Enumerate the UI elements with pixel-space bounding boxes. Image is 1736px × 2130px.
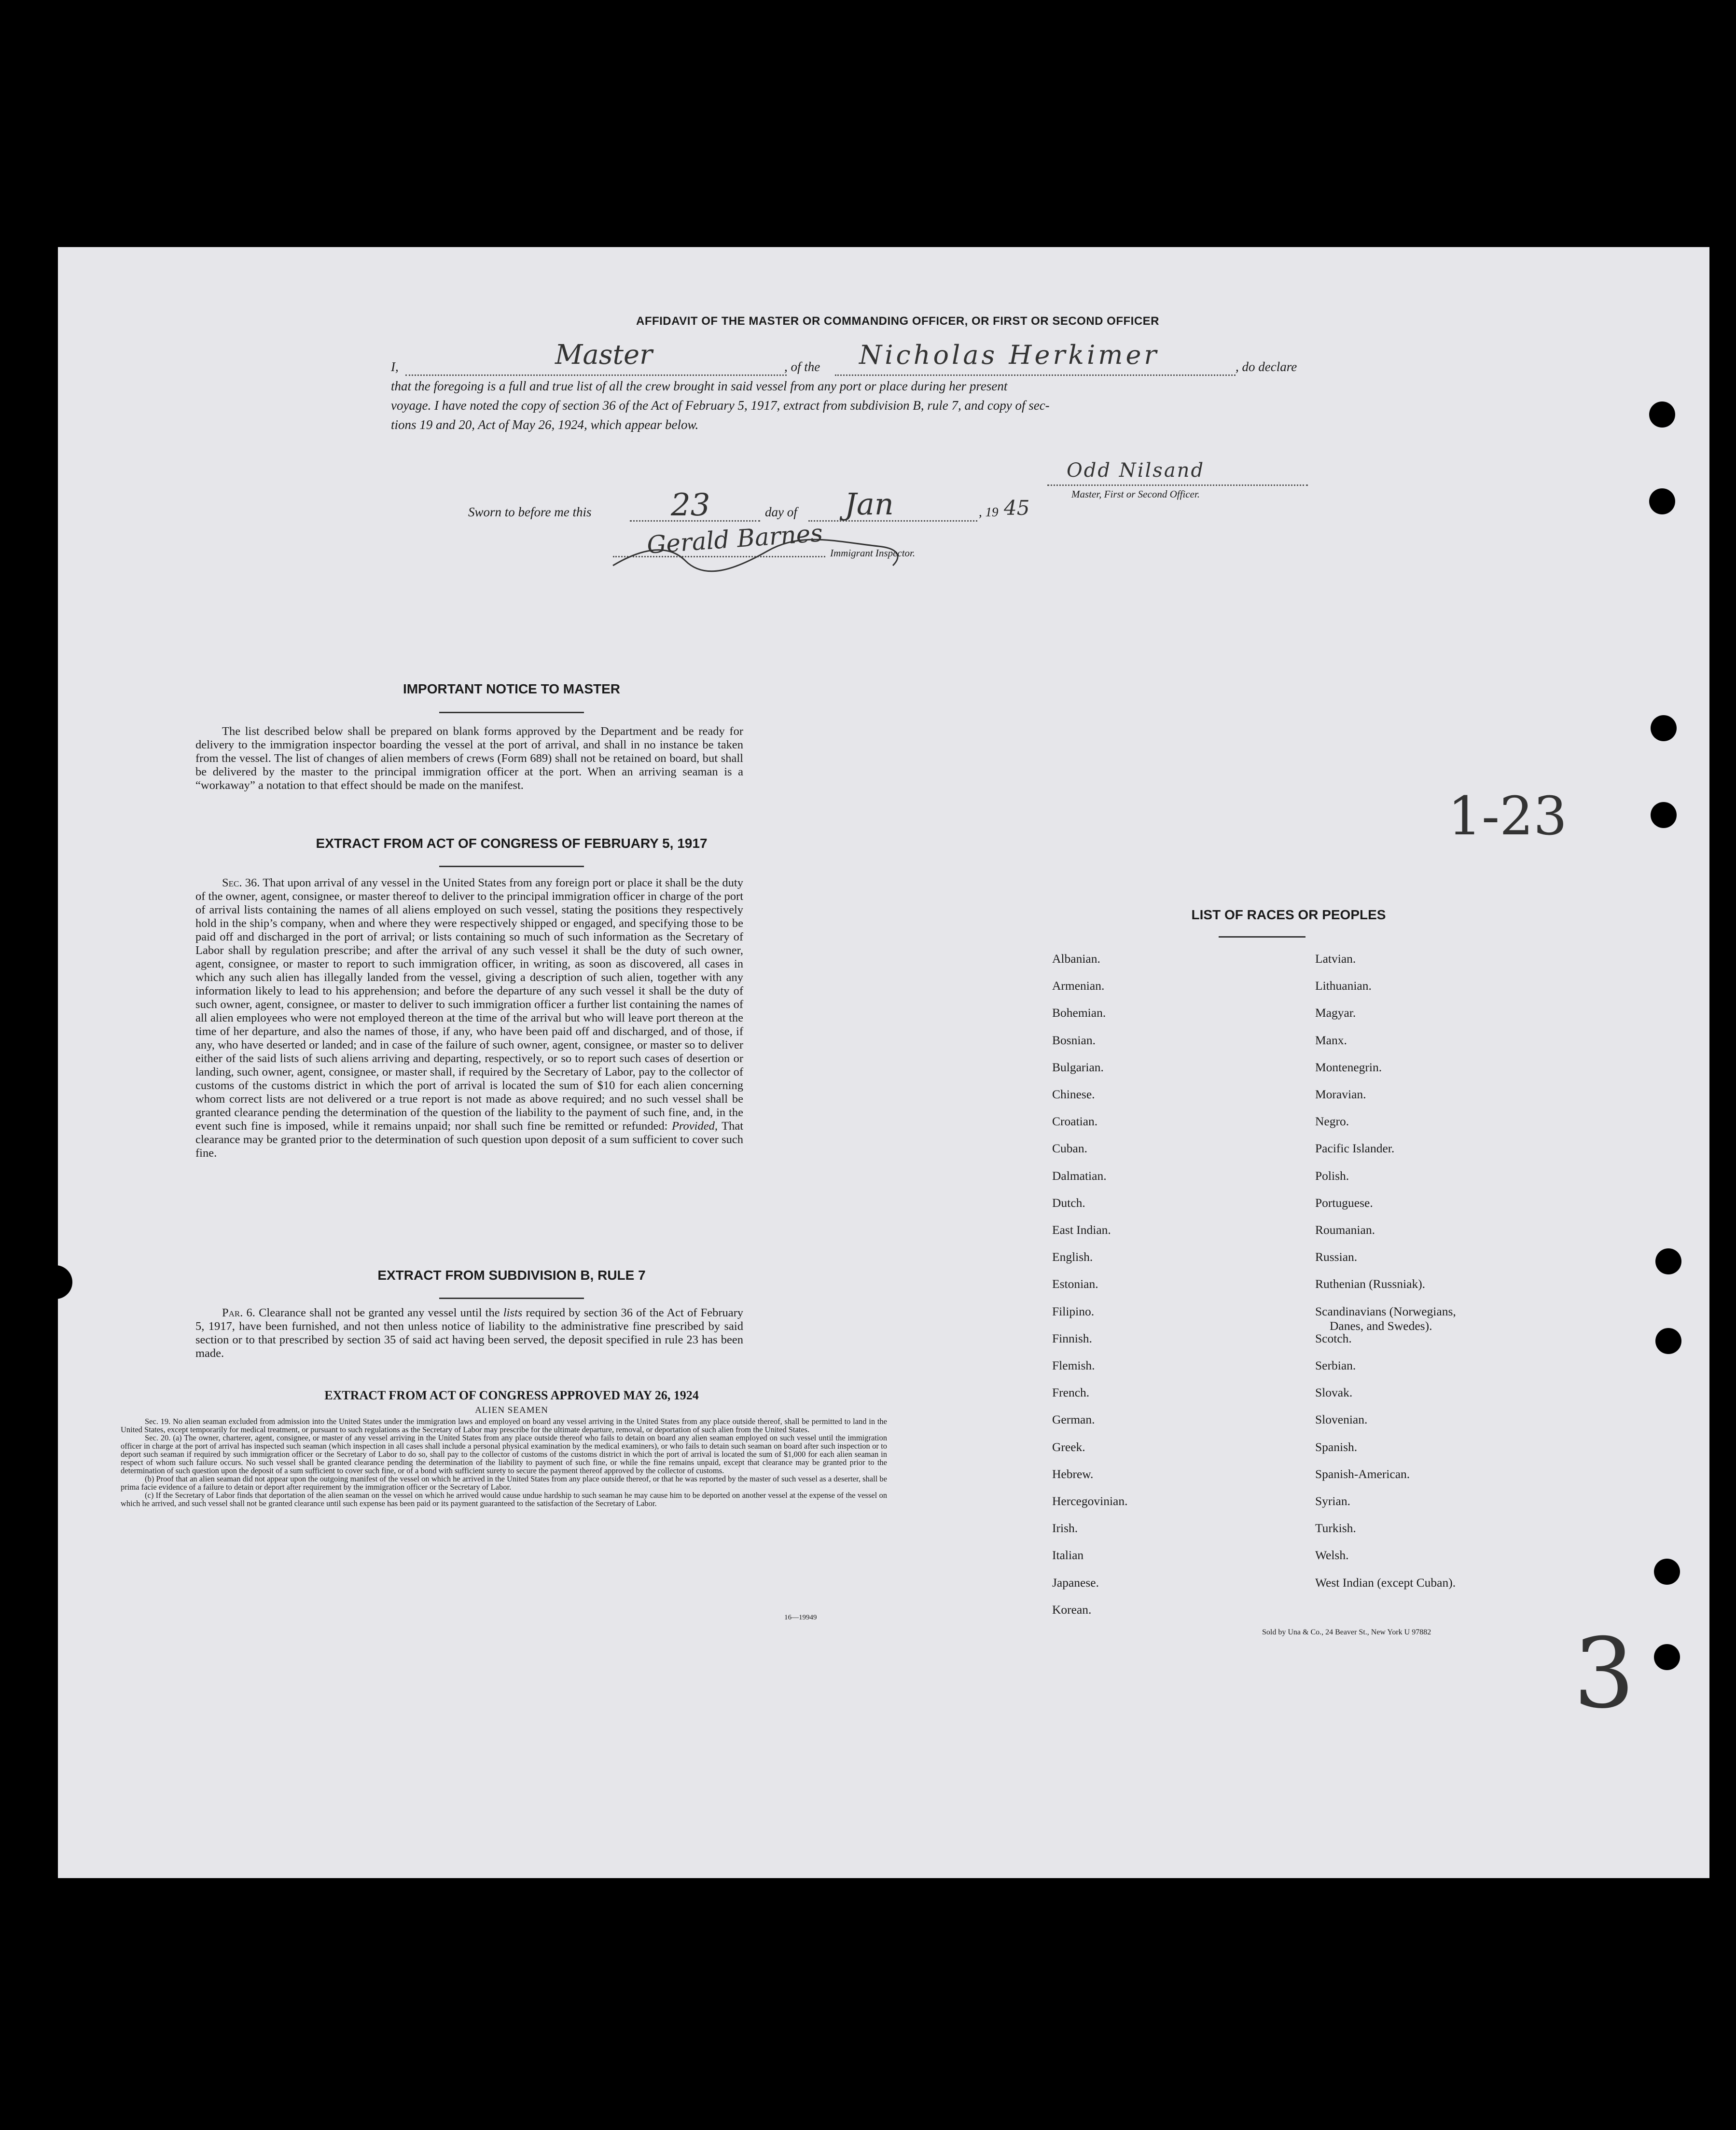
rule7-title-rule bbox=[439, 1298, 584, 1299]
vessel-name-handwriting: Nicholas Herkimer bbox=[859, 340, 1160, 370]
race-item: Chinese. bbox=[1052, 1087, 1095, 1101]
race-item: Estonian. bbox=[1052, 1277, 1098, 1291]
master-line bbox=[405, 374, 787, 376]
race-item: Greek. bbox=[1052, 1439, 1085, 1454]
race-item: Albanian. bbox=[1052, 952, 1100, 966]
race-item: Negro. bbox=[1315, 1114, 1349, 1129]
race-item: Hebrew. bbox=[1052, 1466, 1094, 1481]
punch-hole bbox=[1651, 802, 1677, 828]
race-item: Russian. bbox=[1315, 1250, 1358, 1264]
race-item: Flemish. bbox=[1052, 1358, 1095, 1372]
race-item: Croatian. bbox=[1052, 1114, 1098, 1129]
of-the-label: , of the bbox=[784, 360, 820, 374]
race-item: Roumanian. bbox=[1315, 1223, 1375, 1237]
affidavit-text-line: voyage. I have noted the copy of section 36 of the Act of February 5, 1917, extract from subdivision B, rule 7, and copy of sec- bbox=[391, 398, 1050, 413]
edge-notch bbox=[53, 1265, 72, 1299]
race-item: East Indian. bbox=[1052, 1223, 1111, 1237]
inspector-signature: Gerald Barnes bbox=[646, 519, 824, 559]
punch-hole bbox=[1655, 1328, 1681, 1354]
race-item: Slovenian. bbox=[1315, 1412, 1368, 1427]
rule7-text-a: Clearance shall not be granted any vessel until the bbox=[259, 1306, 500, 1319]
rule7-title: EXTRACT FROM SUBDIVISION B, RULE 7 bbox=[377, 1268, 646, 1283]
race-item: Hercegovinian. bbox=[1052, 1494, 1128, 1508]
race-item: Filipino. bbox=[1052, 1304, 1095, 1318]
race-item: Spanish-American. bbox=[1315, 1466, 1410, 1481]
race-item: Syrian. bbox=[1315, 1494, 1350, 1508]
notice-title-rule bbox=[439, 712, 584, 713]
section-label: Sec. 36. bbox=[222, 876, 260, 889]
act1924-title: EXTRACT FROM ACT OF CONGRESS APPROVED MAY 26, 1924 bbox=[324, 1388, 699, 1402]
affidavit-title: AFFIDAVIT OF THE MASTER OR COMMANDING OFFICER, OR FIRST OR SECOND OFFICER bbox=[636, 315, 1160, 328]
act1917-title: EXTRACT FROM ACT OF CONGRESS OF FEBRUARY 5, 1917 bbox=[316, 836, 708, 851]
officer-signature: Odd Nilsand bbox=[1067, 459, 1205, 482]
race-item: Montenegrin. bbox=[1315, 1060, 1382, 1074]
day-handwriting: 23 bbox=[671, 487, 710, 523]
race-item: Polish. bbox=[1315, 1168, 1349, 1183]
race-item: Bohemian. bbox=[1052, 1006, 1106, 1020]
races-footer: Sold by Una & Co., 24 Beaver St., New York U 97882 bbox=[1262, 1628, 1431, 1636]
race-item: Scandinavians (Norwegians, bbox=[1315, 1304, 1456, 1318]
race-item: Irish. bbox=[1052, 1521, 1078, 1535]
punch-hole bbox=[1649, 401, 1675, 428]
races-title: LIST OF RACES OR PEOPLES bbox=[1191, 907, 1386, 922]
i-label: I, bbox=[391, 360, 399, 374]
race-item: Moravian. bbox=[1315, 1087, 1366, 1101]
page-number-handwriting: 1-23 bbox=[1448, 785, 1568, 847]
race-item: Ruthenian (Russniak). bbox=[1315, 1277, 1426, 1291]
affidavit-text-line: tions 19 and 20, Act of May 26, 1924, which appear below. bbox=[391, 417, 699, 432]
section-text: That upon arrival of any vessel in the United States from any foreign port or place it shall be the duty of the owner, agent, consignee, or master thereof to deliver to the principal immigration officer in charge of the port of arrival lists containing the names of all aliens employed on such vessel, stating the positions they respectively hold in the ship’s company, when and where they were respectively shipped or engaged, and specifying those to be paid off and discharged in the port of arrival; or lists containing so much of such information as the Secretary of Labor shall by regulation prescribe; and after the arrival of any such vessel it shall be the duty of such owner, agent, consignee, or master to report to such immigration officer, in writing, as soon as discovered, all cases in which any such alien has illegally landed from the vessel, giving a description of such alien, together with any information likely to lead to his apprehension; and before the departure of any such vessel it shall be the duty of such owner, agent, consignee, or master to deliver to such immigration officer a further list containing the names of all alien employees who were not employed thereon at the time of the arrival but who will leave port thereon at the time of her departure, and also the names of those, if any, who have been paid off and discharged, and of those, if any, who have deserted or landed; and in case of the failure of such owner, agent, consignee, or master so to deliver either of the said lists of such aliens arriving and departing, respectively, or so to report such cases of desertion or landing, such owner, agent, consignee, or master shall, if required by the Secretary of Labor, pay to the collector of customs of the customs district in which the port of arrival is located the sum of $10 for each alien concerning whom correct lists are not delivered or a true report is not made as above required; and no such vessel shall be granted clearance pending the determination of the question of the liability to the payment of such fine, and, in the event such fine is imposed, while it remains unpaid; nor shall such fine be remitted or refunded: bbox=[195, 876, 743, 1133]
notice-text: The list described below shall be prepared on blank forms approved by the Department and be ready for delivery to the immigration inspector boarding the vessel at the port of arrival, and shall in no instance be taken from the vessel. The list of changes of alien members of crews (Form 689) shall not be retained on board, but shall be delivered by the master to the principal immigration officer at the port. When an arriving seaman is a “workaway” a notation to that effect should be made on the manifest. bbox=[195, 725, 743, 792]
paragraph-label: Par. 6. bbox=[222, 1306, 255, 1319]
master-name-handwriting: Master bbox=[555, 339, 653, 371]
punch-hole bbox=[1649, 488, 1675, 514]
sec20c-text: (c) If the Secretary of Labor finds that deportation of the alien seaman on the vessel on which he arrived would cause undue hardship to such seaman he may cause him to be deported on another vessel at the expense of the vessel on which he arrived, and such vessel shall not be granted clearance until such expense has been paid or its payment guaranteed to the satisfaction of the Secretary of Labor. bbox=[121, 1491, 887, 1508]
year-handwriting: 45 bbox=[1004, 496, 1030, 520]
race-item: Bulgarian. bbox=[1052, 1060, 1104, 1074]
race-item: West Indian (except Cuban). bbox=[1315, 1575, 1456, 1590]
race-item: Serbian. bbox=[1315, 1358, 1356, 1372]
officer-signature-line bbox=[1047, 484, 1308, 486]
do-declare-label: , do declare bbox=[1236, 360, 1297, 374]
race-item: Danes, and Swedes). bbox=[1330, 1318, 1432, 1333]
notice-title: IMPORTANT NOTICE TO MASTER bbox=[403, 681, 621, 696]
punch-hole bbox=[1654, 1559, 1680, 1585]
race-item: Pacific Islander. bbox=[1315, 1141, 1395, 1156]
affidavit-statement bbox=[391, 339, 1395, 434]
race-item: Japanese. bbox=[1052, 1575, 1099, 1590]
act1924-text bbox=[121, 1417, 887, 1508]
rule7-text-b: required by section 36 of the Act of February 5, 1917, have been furnished, and not then unless notice of liability to the administrative fine prescribed by said section or to that prescribed by section 35 of said act having been served, the deposit specified in rule 23 has been made. bbox=[195, 1306, 744, 1360]
race-item: Slovak. bbox=[1315, 1385, 1353, 1400]
act1917-text bbox=[195, 876, 743, 1160]
sec19-text: Sec. 19. No alien seaman excluded from admission into the United States under the immigration laws and employed on board any vessel arriving in the United States from any place outside thereof, shall be permitted to land in the United States, except temporarily for medical treatment, or pursuant to such regulations as the Secretary of Labor may prescribe for the ultimate departure, removal, or deportation of such alien from the United States. bbox=[121, 1417, 887, 1434]
race-item: Scotch. bbox=[1315, 1331, 1352, 1345]
year-prefix: , 19 bbox=[979, 505, 999, 519]
race-item: Korean. bbox=[1052, 1602, 1092, 1617]
race-item: Turkish. bbox=[1315, 1521, 1356, 1535]
punch-hole bbox=[1655, 1248, 1681, 1274]
rule7-text bbox=[195, 1306, 743, 1360]
race-item: Manx. bbox=[1315, 1033, 1347, 1047]
provided-label: Provided, bbox=[671, 1120, 718, 1133]
month-handwriting: Jan bbox=[845, 486, 894, 522]
race-item: Dalmatian. bbox=[1052, 1168, 1107, 1183]
act1924-subtitle: ALIEN SEAMEN bbox=[475, 1405, 548, 1415]
vessel-line bbox=[835, 374, 1236, 376]
sec20a-text: Sec. 20. (a) The owner, charterer, agent, consignee, or master of any vessel arriving in the United States from any place outside thereof who fails to detain on board any alien seaman employed on such vessel until the immigration officer in charge at the port of arrival has inspected such seaman (which inspection in all cases shall include a personal physical examination by the medical examiners), or who fails to detain such seaman on board after such inspection or to deport such seaman if required by such immigration officer or the Secretary of Labor to do so, shall pay to the collector of customs of the customs district in which the port of arrival is located the sum of $1,000 for each alien seaman in respect of whom such failure occurs. No such vessel shall be granted clearance pending the determination of the liability to payment of such fine, or while the fine remains unpaid, except that clearance may be granted prior to the determination of such question upon the deposit of a sum sufficient to cover such fine, or of a bond with sufficient surety to secure the payment thereof approved by the collector of customs. bbox=[121, 1433, 887, 1475]
race-item: Cuban. bbox=[1052, 1141, 1087, 1156]
race-item: Italian bbox=[1052, 1548, 1084, 1563]
race-item: Latvian. bbox=[1315, 952, 1356, 966]
race-item: French. bbox=[1052, 1385, 1090, 1400]
race-item: German. bbox=[1052, 1412, 1095, 1427]
document-page bbox=[58, 247, 1709, 1878]
sec20b-text: (b) Proof that an alien seaman did not appear upon the outgoing manifest of the vessel on which he arrived in the United States from any place outside thereof, or that he was reported by the master of such vessel as a deserter, shall be prima facie evidence of a failure to detain or deport after requirement by the immigration officer or the Secretary of Labor. bbox=[121, 1474, 887, 1492]
race-item: Armenian. bbox=[1052, 979, 1105, 993]
races-title-rule bbox=[1219, 936, 1305, 938]
affidavit-text-line: that the foregoing is a full and true list of all the crew brought in said vessel from any port or place during her present bbox=[391, 379, 1008, 393]
race-item: English. bbox=[1052, 1250, 1093, 1264]
race-item: Bosnian. bbox=[1052, 1033, 1096, 1047]
form-number: 16—19949 bbox=[784, 1614, 817, 1621]
rule7-lists-word: lists bbox=[503, 1306, 523, 1319]
race-item: Lithuanian. bbox=[1315, 979, 1372, 993]
race-item: Finnish. bbox=[1052, 1331, 1092, 1345]
race-item: Dutch. bbox=[1052, 1195, 1085, 1210]
inspector-caption: Immigrant Inspector. bbox=[830, 547, 916, 559]
act1917-title-rule bbox=[439, 866, 584, 867]
race-item: Welsh. bbox=[1315, 1548, 1349, 1563]
sworn-label: Sworn to before me this bbox=[468, 505, 592, 519]
race-item: Portuguese. bbox=[1315, 1195, 1373, 1210]
punch-hole bbox=[1654, 1644, 1680, 1670]
officer-caption: Master, First or Second Officer. bbox=[1071, 488, 1200, 500]
race-item: Spanish. bbox=[1315, 1439, 1358, 1454]
punch-hole bbox=[1651, 715, 1677, 741]
corner-mark-handwriting: 3 bbox=[1573, 1618, 1635, 1730]
day-of-label: day of bbox=[765, 505, 797, 519]
race-item: Magyar. bbox=[1315, 1006, 1356, 1020]
section-text-end: That clearance may be granted prior to the determination of such question upon deposit of a sum sufficient to cover such fine. bbox=[195, 1120, 744, 1160]
